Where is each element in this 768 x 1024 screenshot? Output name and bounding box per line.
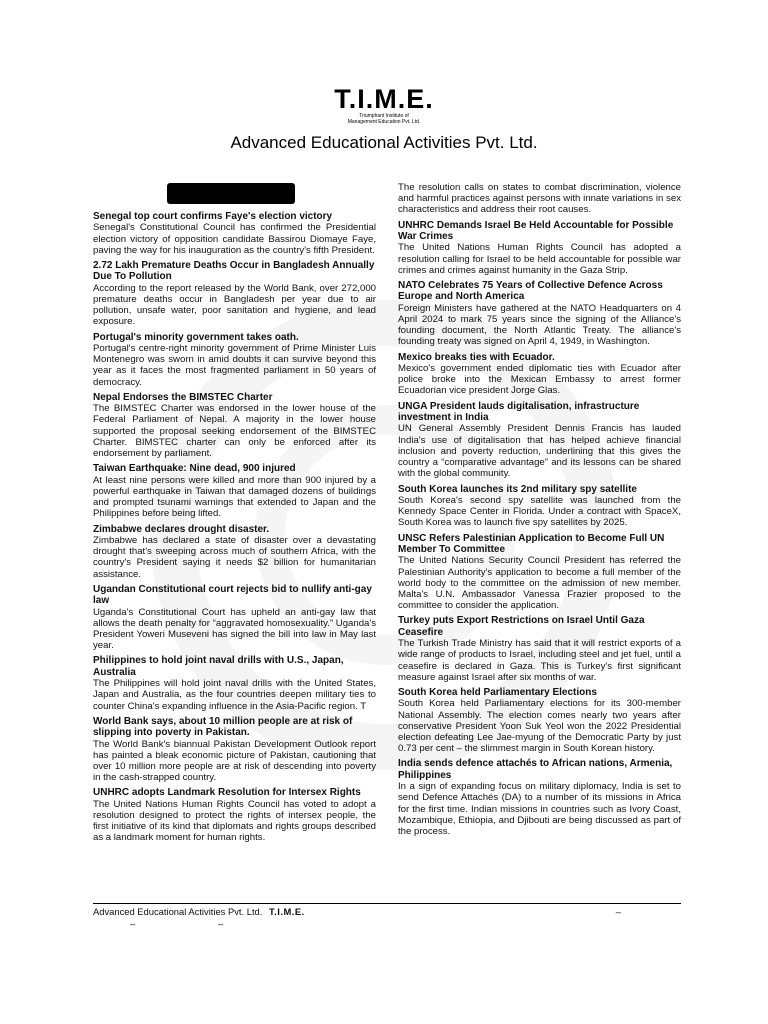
article-body: The Philippines will hold joint naval drills with the United States, Japan and Australia, as the four countries deepen military ties to counter China's expanding influence in the Asia-Pacific region. T <box>93 678 376 712</box>
news-article <box>93 332 376 388</box>
article-title: Portugal's minority government takes oath. <box>93 331 299 343</box>
news-article <box>398 182 681 216</box>
page-header <box>0 86 768 153</box>
left-column <box>93 211 376 848</box>
right-column <box>398 182 681 841</box>
footer-dash-2: – <box>218 918 224 929</box>
page-footer <box>93 906 681 918</box>
article-body: The United Nations Human Rights Council has adopted a resolution calling for Israel to be held accountable for possible war crimes and crimes against humanity in the Gaza Strip. <box>398 242 681 276</box>
article-title: Philippines to hold joint naval drills with U.S., Japan, Australia <box>93 655 344 678</box>
article-title: Zimbabwe declares drought disaster. <box>93 523 270 535</box>
redacted-heading-block <box>167 183 295 204</box>
article-title: Ugandan Constitutional court rejects bid to nullify anti-gay law <box>93 583 372 607</box>
article-title: UNSC Refers Palestinian Application to Become Full UN Member To Committee <box>398 532 665 555</box>
article-title: India sends defence attachés to African nations, Armenia, Philippines <box>398 758 673 781</box>
news-article <box>398 758 681 837</box>
article-body: South Korea's second spy satellite was launched from the Kennedy Space Center in Florida. Under a contract with SpaceX, South Korea was to launch five spy satellites by 2025. <box>398 494 681 529</box>
news-article <box>93 716 376 784</box>
news-article <box>398 533 681 612</box>
article-title: UNHRC adopts Landmark Resolution for Intersex Rights <box>93 787 361 799</box>
news-article <box>93 787 376 843</box>
article-title: Turkey puts Export Restrictions on Israel Until Gaza Ceasefire <box>398 615 645 638</box>
article-title: 2.72 Lakh Premature Deaths Occur in Bangladesh Annually Due To Pollution <box>93 260 375 283</box>
footer-divider <box>93 903 681 904</box>
article-title: NATO Celebrates 75 Years of Collective Defence Across Europe and North America <box>398 280 663 303</box>
news-article <box>398 401 681 480</box>
news-article <box>93 463 376 519</box>
article-title: World Bank says, about 10 million people are at risk of slipping into poverty in Pakistan. <box>93 715 353 739</box>
company-name: Advanced Educational Activities Pvt. Ltd. <box>230 133 538 152</box>
footer-dash-1: – <box>130 918 136 929</box>
article-body: According to the report released by the World Bank, over 272,000 premature deaths occur in Bangladesh per year due to air pollution, unsafe water, poor sanitation and hygiene, and lead exposure. <box>93 282 376 328</box>
article-title: UNGA President lauds digitalisation, infrastructure investment in India <box>398 400 640 424</box>
news-article <box>398 484 681 529</box>
article-body: UN General Assembly President Dennis Francis has lauded India's use of digitalisation that has helped achieve financial inclusion and poverty reduction, underlining that this gives the country a “comparative advantage” and its lessons can be shared with the global community. <box>398 423 681 480</box>
article-body: Senegal's Constitutional Council has confirmed the Presidential election victory of opposition candidate Bassirou Diomaye Faye, paving the way for his inauguration as the country's fifth President. <box>93 222 376 256</box>
news-article <box>398 352 681 397</box>
news-article <box>398 280 681 348</box>
article-body: Portugal's centre-right minority government of Prime Minister Luis Montenegro was sworn in amid doubts it can survive beyond this year as it faces the most fragmented parliament in 50 years of democracy. <box>93 343 376 388</box>
news-article <box>93 392 376 459</box>
news-article <box>93 584 376 652</box>
article-title: South Korea held Parliamentary Elections <box>398 686 597 698</box>
article-body: South Korea held Parliamentary elections for its 300-member National Assembly. The election comes nearly two years after conservative President Yoon Suk Yeol won the 2022 Presidential election defeating Lee Jae-myung of the Democratic Party by just 0.73 per cent – the slimmest margin in South Korean history. <box>398 698 681 755</box>
article-title: Senegal top court confirms Faye's election victory <box>93 211 333 222</box>
article-body: In a sign of expanding focus on military diplomacy, India is set to send Defence Attachés (DA) to a number of its missions in Africa for the first time. Indian missions in countries such as Ivory Coast, Mozambique, Ethiopia, and Djibouti are being discussed as part of the process. <box>398 781 681 838</box>
article-body: Mexico's government ended diplomatic ties with Ecuador after police broke into the Mexican Embassy to arrest former Ecuadorian vice president Jorge Glas. <box>398 363 681 397</box>
article-body: The World Bank's biannual Pakistan Development Outlook report has painted a bleak economic picture of Pakistan, cautioning that over 10 million more people are at risk of descending into poverty in the cash-strapped country. <box>93 738 376 784</box>
news-article <box>93 211 376 256</box>
article-body: The United Nations Security Council President has referred the Palestinian Authority's application to become a full member of the world body to the committee on the admission of new member. Malta's U.N. Ambassador Vanessa Frazier proposed to the committee to consider the application. <box>398 555 681 612</box>
article-title: Nepal Endorses the BIMSTEC Charter <box>93 391 273 403</box>
news-article <box>93 655 376 711</box>
logo-subtitle-line-1: Triumphant Institute of <box>359 113 409 119</box>
article-body: The resolution calls on states to combat discrimination, violence and harmful practices against persons with innate variations in sex characteristics and address their root causes. <box>398 182 681 216</box>
article-title: UNHRC Demands Israel Be Held Accountable for Possible War Crimes <box>398 219 674 243</box>
news-article <box>93 260 376 328</box>
article-body: Uganda's Constitutional Court has upheld an anti-gay law that allows the death penalty for “aggravated homosexuality.” Uganda's President Yoweri Museveni has signed the bill into law in May last year. <box>93 606 376 652</box>
article-title: Mexico breaks ties with Ecuador. <box>398 351 555 363</box>
time-logo: T.I.M.E. <box>334 84 434 114</box>
article-body: Foreign Ministers have gathered at the NATO Headquarters on 4 April 2024 to mark 75 years since the signing of the Alliance's founding document, the North Atlantic Treaty. The alliance's founding treaty was signed on April 4, 1949, in Washington. <box>398 302 681 348</box>
article-body: The United Nations Human Rights Council has voted to adopt a resolution designed to protect the rights of intersex people, the first initiative of its kind that diplomats and rights groups described as a landmark moment for human rights. <box>93 798 376 844</box>
article-body: The Turkish Trade Ministry has said that it will restrict exports of a wide range of products to Israel, including steel and jet fuel, until a ceasefire is declared in Gaza. This is Turkey's first significant measure against Israel after six months of war. <box>398 638 681 683</box>
article-title: South Korea launches its 2nd military spy satellite <box>398 483 637 495</box>
footer-dash-right: – <box>615 906 621 917</box>
news-article <box>398 615 681 683</box>
footer-brand: T.I.M.E. <box>268 906 305 917</box>
article-body: Zimbabwe has declared a state of disaster over a devastating drought that's sweeping across much of southern Africa, with the country's President saying it needs $2 billion for humanitarian assistance. <box>93 534 376 580</box>
news-article <box>398 220 681 276</box>
news-article <box>93 524 376 580</box>
article-body: At least nine persons were killed and more than 900 injured by a powerful earthquake in Taiwan that damaged dozens of buildings and prompted tsunami warnings that extended to Japan and the Philippines before being lifted. <box>93 474 376 520</box>
logo-subtitle-line-2: Management Education Pvt. Ltd. <box>347 119 421 125</box>
news-article <box>398 687 681 754</box>
article-title: Taiwan Earthquake: Nine dead, 900 injured <box>93 463 296 475</box>
footer-company: Advanced Educational Activities Pvt. Ltd. <box>93 906 263 917</box>
article-body: The BIMSTEC Charter was endorsed in the lower house of the Federal Parliament of Nepal. A majority in the lower house supported the proposal seeking endorsement of the BIMSTEC Charter. BIMSTEC charter can only be enforced after its endorsement by parliament. <box>93 403 376 460</box>
